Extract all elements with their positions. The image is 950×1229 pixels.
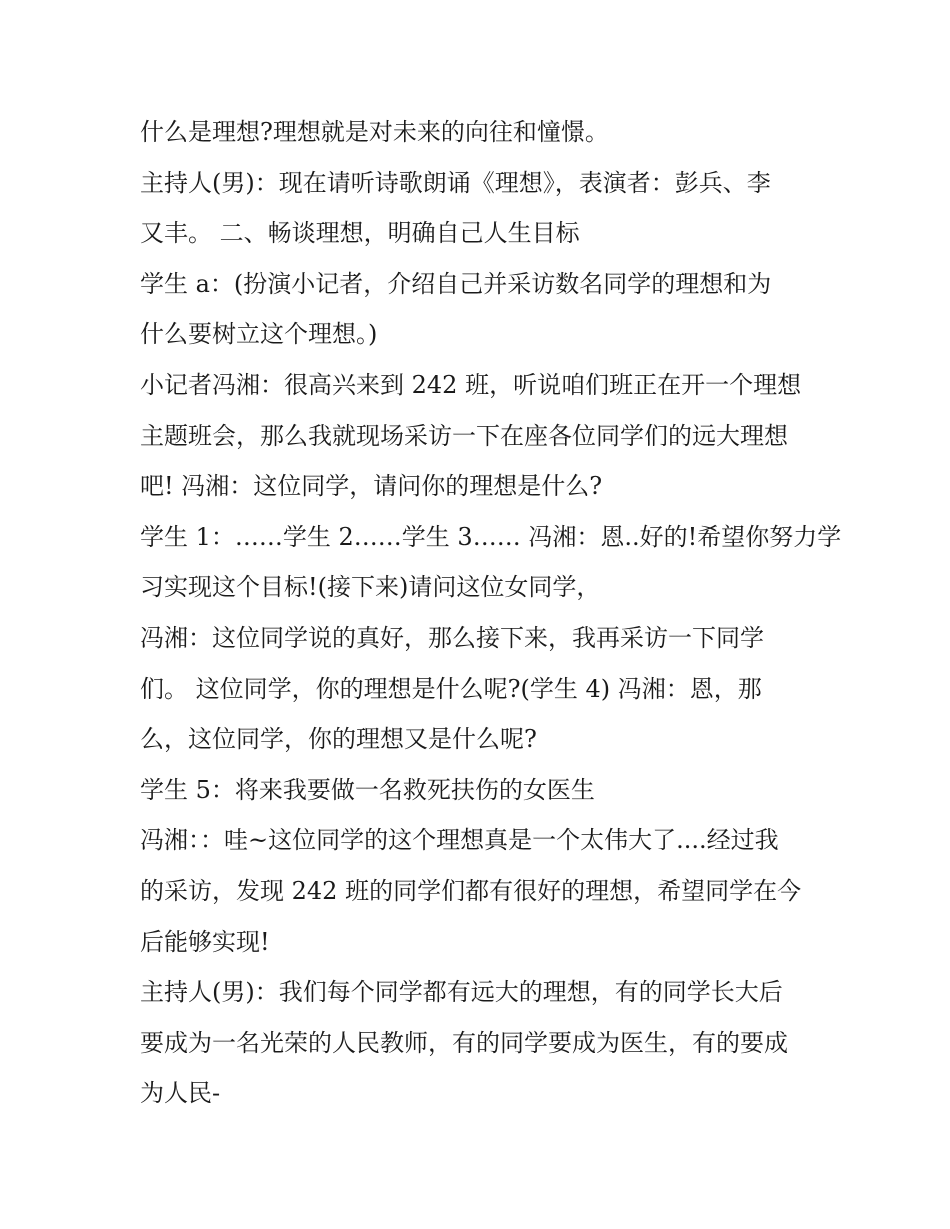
text-line-1: 什么是理想?理想就是对未来的向往和憧憬。 [140, 118, 609, 146]
text-line-17: 后能够实现! [140, 927, 270, 956]
text-line-2: 主持人(男)：现在请听诗歌朗诵《理想》，表演者：彭兵、李 [140, 168, 771, 197]
text-line-9: 学生 1：……学生 2……学生 3…… 冯湘：恩..好的!希望你努力学 [140, 522, 842, 551]
text-line-11: 冯湘：这位同学说的真好，那么接下来，我再采访一下同学 [140, 623, 764, 652]
text-line-4: 学生 a：(扮演小记者，介绍自己并采访数名同学的理想和为 [140, 269, 772, 298]
document-body [140, 107, 842, 1119]
text-line-15: 冯湘：：哇~这位同学的这个理想真是一个太伟大了....经过我 [140, 826, 779, 855]
text-line-8: 吧! 冯湘：这位同学，请问你的理想是什么? [140, 472, 603, 501]
text-line-20: 为人民- [140, 1079, 221, 1108]
text-line-19: 要成为一名光荣的人民教师，有的同学要成为医生，有的要成 [140, 1028, 788, 1057]
text-line-13: 么，这位同学，你的理想又是什么呢? [140, 725, 537, 754]
text-line-12: 们。 这位同学，你的理想是什么呢?(学生 4) 冯湘：恩，那 [140, 674, 762, 703]
text-line-5: 什么要树立这个理想。) [140, 320, 378, 349]
text-line-18: 主持人(男)：我们每个同学都有远大的理想，有的同学长大后 [140, 978, 783, 1007]
text-line-6: 小记者冯湘：很高兴来到 242 班，听说咱们班正在开一个理想 [140, 370, 802, 399]
text-line-16: 的采访，发现 242 班的同学们都有很好的理想，希望同学在今 [140, 876, 802, 905]
text-line-14: 学生 5：将来我要做一名救死扶伤的女医生 [140, 775, 595, 804]
text-line-10: 习实现这个目标!(接下来)请问这位女同学， [140, 573, 601, 602]
text-line-7: 主题班会，那么我就现场采访一下在座各位同学们的远大理想 [140, 421, 788, 450]
text-line-3: 又丰。 二、畅谈理想，明确自己人生目标 [140, 219, 580, 248]
